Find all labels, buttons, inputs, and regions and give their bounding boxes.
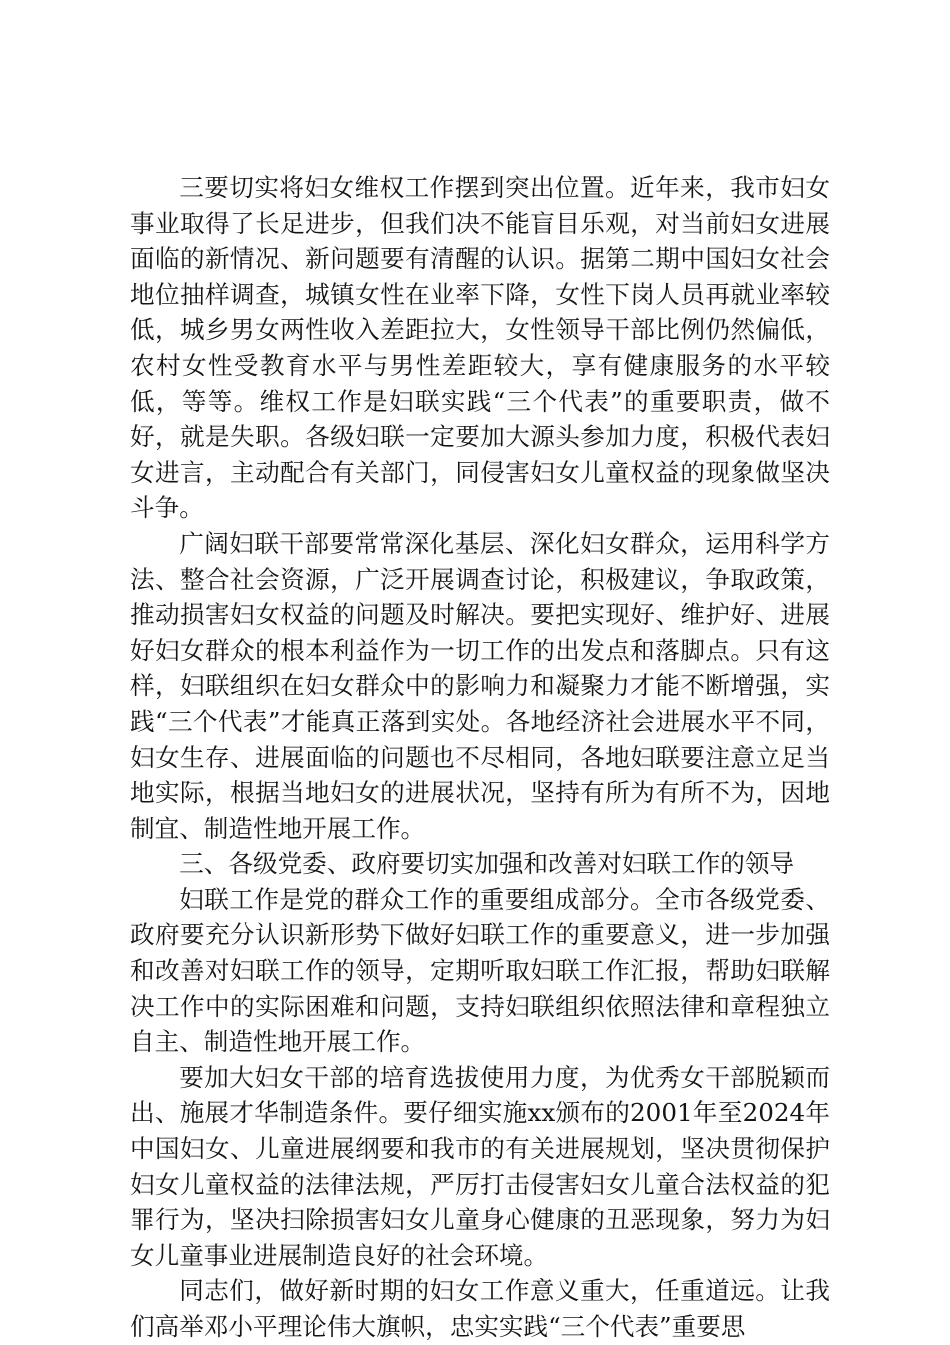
document-body	[130, 170, 830, 1345]
paragraph-party-support: 妇联工作是党的群众工作的重要组成部分。全市各级党委、政府要充分认识新形势下做好妇联工作的重要意义，进一步加强和改善对妇联工作的领导，定期听取妇联工作汇报，帮助妇联解决工作中的实际困难和问题，支持妇联组织依照法律和章程独立自主、制造性地开展工作。	[130, 884, 830, 1057]
section-heading-party-leadership: 三、各级党委、政府要切实加强和改善对妇联工作的领导	[179, 849, 795, 879]
paragraph-women-rights: 三要切实将妇女维权工作摆到突出位置。近年来，我市妇女事业取得了长足进步，但我们决不能盲目乐观，对当前妇女进展面临的新情况、新问题要有清醒的认识。据第二期中国妇女社会地位抽样调查，城镇女性在业率下降，女性下岗人员再就业率较低，城乡男女两性收入差距拉大，女性领导干部比例仍然偏低，农村女性受教育水平与男性差距较大，享有健康服务的水平较低，等等。维权工作是妇联实践“三个代表”的重要职责，做不好，就是失职。各级妇联一定要加大源头参加力度，积极代表妇女进言，主动配合有关部门，同侵害妇女儿童权益的现象做坚决斗争。	[130, 173, 830, 523]
paragraph-cadres-grassroots: 广阔妇联干部要常常深化基层、深化妇女群众，运用科学方法、整合社会资源，广泛开展调查讨论，积极建议，争取政策，推动损害妇女权益的问题及时解决。要把实现好、维护好、进展好妇女群众的根本利益作为一切工作的出发点和落脚点。只有这样，妇联组织在妇女群众中的影响力和凝聚力才能不断增强，实践“三个代表”才能真正落到实处。各地经济社会进展水平不同，妇女生存、进展面临的问题也不尽相同，各地妇联要注意立足当地实际，根据当地妇女的进展状况，坚持有所为有所不为，因地制宜、制造性地开展工作。	[130, 528, 830, 843]
paragraph-closing: 同志们，做好新时期的妇女工作意义重大，任重道远。让我们高举邓小平理论伟大旗帜，忠实实践“三个代表”重要思	[130, 1276, 830, 1341]
paragraph-cadre-training: 要加大妇女干部的培育选拔使用力度，为优秀女干部脱颖而出、施展才华制造条件。要仔细实施xx颁布的2001年至2024年中国妇女、儿童进展纲要和我市的有关进展规划，坚决贯彻保护妇女儿童权益的法律法规，严厉打击侵害妇女儿童合法权益的犯罪行为，坚决扫除损害妇女儿童身心健康的丑恶现象，努力为妇女儿童事业进展制造良好的社会环境。	[130, 1062, 830, 1270]
